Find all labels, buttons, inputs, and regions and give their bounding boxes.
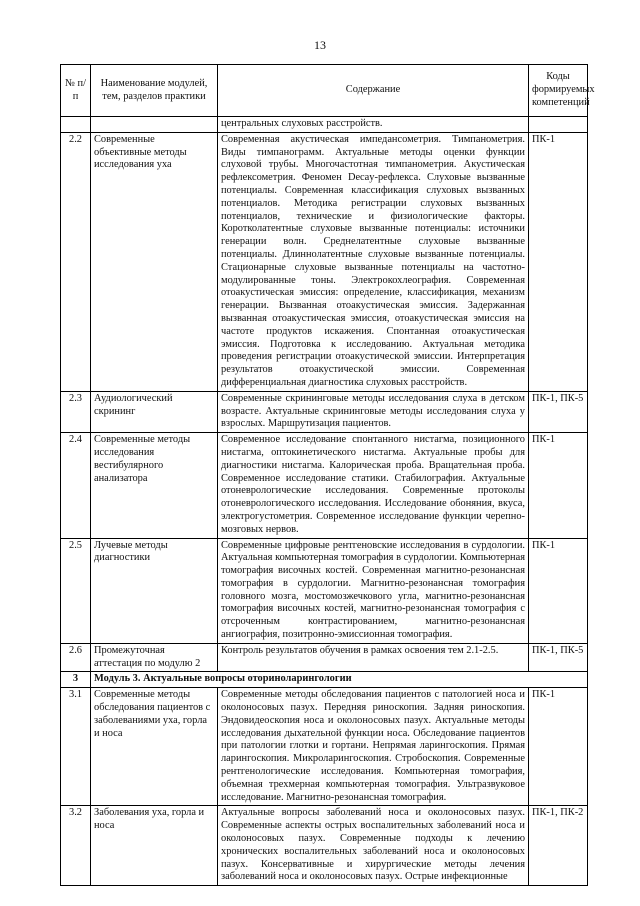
continued-row	[61, 117, 588, 133]
curriculum-table	[60, 64, 595, 886]
header-num: № п/п	[61, 65, 91, 117]
row-content: Современное исследование спонтанного нистагма, позиционного нистагма, оптокинетического нистагма. Актуальные пробы для диагностики нистагма. Калорическая проба. Вращательная проба. Современное исследование статики. Стабилография. Актуальные отоневрологические исследования. Современные протоколы отоневрологического исследования. Исследование обоняния, вкуса, электрогустометрия. Современное исследование функции черепно-мозговых нервов.	[218, 433, 529, 538]
table-row	[61, 806, 588, 886]
row-content: Актуальные вопросы заболеваний носа и околоносовых пазух. Современные аспекты острых воспалительных заболеваний носа и околоносовых пазух. Современные подходы к лечению хронических воспалительных заболеваний носа и околоносовых пазух. Консервативные и хирургические методы лечения заболеваний носа и околоносовых пазух. Острые инфекционные	[218, 806, 529, 886]
row-num: 2.2	[61, 132, 91, 391]
module-title: Модуль 3. Актуальные вопросы оториноларингологии	[91, 672, 588, 688]
module-row	[61, 672, 588, 688]
row-content: Современные цифровые рентгеновские исследования в сурдологии. Актуальная компьютерная томография в сурдологии. Компьютерная томография височных костей. Современная магнитно-резонансная томография в сурдологии. Магнитно-резонансная томография головного мозга, мостомозжечкового угла, магнитно-резонансная томография височных костей, магнитно-резонансная томография с отсроченным контрастированием, магнитно-резонансная ангиография, позитронно-эмиссионная томография.	[218, 538, 529, 643]
row-name: Аудиологический скрининг	[91, 391, 218, 432]
row-num: 2.6	[61, 643, 91, 672]
table-row	[61, 132, 588, 391]
row-content: Современная акустическая импедансометрия. Тимпанометрия. Виды тимпанограмм. Актуальные методы оценки функции слуховой трубы. Многочастотная тимпанометрия. Акустическая рефлексометрия. Феномен Decay-рефлекса. Слуховые вызванные потенциалы. Современная классификация слуховых вызванных потенциалов. Методика регистрации слуховых вызванных потенциалов, технические и физиологические факторы. Коротколатентные слуховые вызванные потенциалы: источники генерации волн. Среднелатентные слуховые вызванные потенциалы. Длиннолатентные слуховые вызванные потенциалы. Стационарные слуховые вызванные потенциалы на частотно-модулированные тоны. Электрокохлеография. Современная отоакустическая эмиссия: определение, классификация, механизм генерации. Вызванная отоакустическая эмиссия. Задержанная вызванная отоакустическая эмиссия, отоакустическая эмиссия на частоте продуктов искажения. Спонтанная отоакустическая эмиссия. Подготовка к исследованию. Актуальная методика проведения регистрации отоакустической эмиссии. Интерпретация результатов отоакустической эмиссии. Современная дифференциальная диагностика слуховых расстройств.	[218, 132, 529, 391]
row-name: Заболевания уха, горла и носа	[91, 806, 218, 886]
table-row	[61, 688, 588, 806]
row-codes: ПК-1, ПК-5	[529, 391, 588, 432]
row-codes: ПК-1, ПК-5	[529, 643, 588, 672]
header-name: Наименование модулей, тем, разделов практики	[91, 65, 218, 117]
continued-text: центральных слуховых расстройств.	[218, 117, 529, 133]
table-header-row	[61, 65, 588, 117]
table-row	[61, 538, 588, 643]
table-row	[61, 391, 588, 432]
page-number: 13	[314, 38, 326, 52]
row-num: 3.1	[61, 688, 91, 806]
header-codes: Коды формируемых компетенций	[529, 65, 588, 117]
module-num: 3	[61, 672, 91, 688]
row-codes: ПК-1	[529, 538, 588, 643]
row-name: Промежуточная аттестация по модулю 2	[91, 643, 218, 672]
row-name: Современные методы обследования пациентов с заболеваниями уха, горла и носа	[91, 688, 218, 806]
row-codes: ПК-1	[529, 433, 588, 538]
row-content: Современные методы обследования пациентов с патологией носа и околоносовых пазух. Передняя риноскопия. Задняя риноскопия. Эндовидеоскопия носа и околоносовых пазух. Актуальные методы исследования дыхательной функции носа. Обследование пациентов при патологии глотки и гортани. Непрямая ларингоскопия. Прямая ларингоскопия. Микроларингоскопия. Стробоскопия. Современные рентгенологические исследования. Компьютерная томография, объемная трехмерная компьютерная томография. Ультразвуковое исследование. Магнитно-резонансная томография.	[218, 688, 529, 806]
row-num: 2.3	[61, 391, 91, 432]
row-content: Современные скрининговые методы исследования слуха в детском возрасте. Актуальные скрининговые методы исследования слуха у взрослых. Маршрутизация пациентов.	[218, 391, 529, 432]
row-num: 2.4	[61, 433, 91, 538]
row-name: Лучевые методы диагностики	[91, 538, 218, 643]
table-row	[61, 643, 588, 672]
table-row	[61, 433, 588, 538]
row-codes: ПК-1	[529, 688, 588, 806]
row-codes: ПК-1	[529, 132, 588, 391]
header-content: Содержание	[218, 65, 529, 117]
row-name: Современные методы исследования вестибулярного анализатора	[91, 433, 218, 538]
row-num: 2.5	[61, 538, 91, 643]
row-name: Современные объективные методы исследования уха	[91, 132, 218, 391]
row-content: Контроль результатов обучения в рамках освоения тем 2.1-2.5.	[218, 643, 529, 672]
row-num: 3.2	[61, 806, 91, 886]
row-codes: ПК-1, ПК-2	[529, 806, 588, 886]
